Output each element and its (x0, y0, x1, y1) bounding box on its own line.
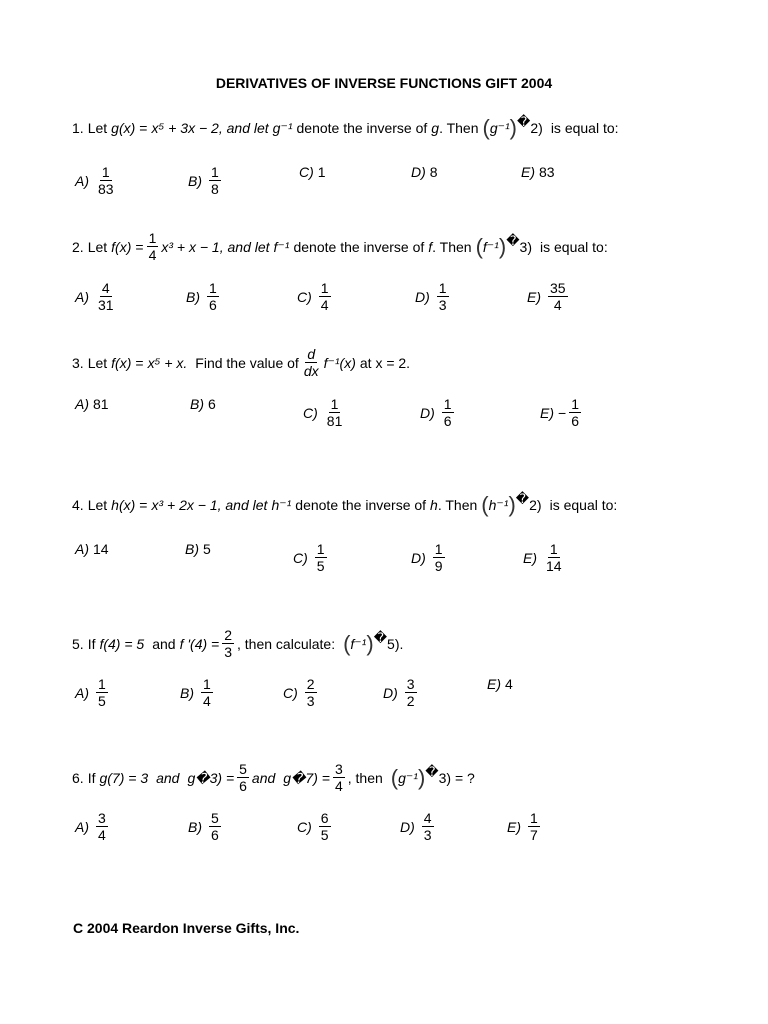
function-arg: (x) (115, 354, 132, 371)
paren-close-text: ) (538, 120, 543, 136)
answer-label: A) (75, 172, 89, 189)
question-text: Let (87, 354, 108, 371)
answer-fraction (548, 280, 568, 313)
answer-choice (293, 541, 330, 574)
answer-choice (383, 676, 420, 709)
question-5 (72, 627, 403, 660)
footer-copyright: C 2004 Reardon Inverse Gifts, Inc. (73, 920, 300, 936)
prime-glyph: � (373, 629, 388, 645)
question-number: 4. (72, 497, 84, 513)
numerator: 1 (316, 541, 325, 557)
question-6 (72, 761, 475, 794)
question-text: and (251, 769, 276, 786)
answer-label: E) (523, 549, 537, 566)
denominator: 4 (553, 297, 562, 313)
answer-choice (75, 280, 119, 313)
answer-choice (188, 810, 224, 843)
answer-choice (303, 396, 347, 429)
given-value: f(4) = 5 (99, 635, 145, 652)
denominator: 3 (224, 644, 233, 660)
function-name: h (430, 497, 438, 513)
answer-choice (521, 164, 555, 180)
function-name: g (111, 120, 119, 136)
denominator: dx (303, 363, 319, 379)
paren-open: ( (482, 115, 490, 140)
inverse-symbol: f⁻¹ (482, 238, 499, 255)
question-number: 3. (72, 354, 84, 371)
equals-sign: = (139, 497, 148, 513)
numerator: 1 (209, 280, 217, 296)
numerator: 1 (101, 164, 110, 180)
prime-glyph: � (506, 232, 520, 248)
denominator: 6 (443, 413, 452, 429)
denominator: 6 (571, 413, 579, 429)
question-text: If (87, 635, 96, 652)
answer-label: E) (540, 404, 554, 421)
inverse-symbol: f⁻¹(x) (323, 354, 356, 371)
denominator: 83 (98, 181, 114, 197)
denominator: 9 (434, 558, 443, 574)
answer-label: B) (188, 172, 202, 189)
answer-label: D) (411, 164, 426, 180)
denominator: 14 (546, 558, 562, 574)
answer-choice (400, 810, 437, 843)
question-2 (72, 230, 608, 263)
denominator: 4 (148, 247, 157, 263)
answer-fraction (209, 164, 221, 197)
numerator: 1 (530, 810, 538, 826)
paren-open: ( (390, 764, 399, 790)
inverse-symbol: g⁻¹ (489, 120, 510, 136)
question-text: , then calculate: (237, 635, 336, 652)
question-text: Find the value of (195, 354, 299, 371)
question-text: is equal to: (550, 120, 619, 136)
answer-label: C) (303, 404, 318, 421)
numerator: 1 (434, 541, 443, 557)
numerator: 1 (438, 280, 447, 296)
answer-label: C) (293, 549, 308, 566)
numerator: 2 (224, 627, 233, 643)
numerator: 5 (239, 761, 247, 777)
prime-glyph: � (515, 491, 530, 506)
answer-choice (540, 396, 584, 429)
answer-sign: − (558, 404, 567, 421)
numerator: d (307, 346, 316, 362)
answer-choice (527, 280, 571, 313)
answer-fraction (201, 676, 213, 709)
answer-fraction (569, 396, 581, 429)
function-expression: x³ + x − 1, and let (161, 238, 270, 255)
numerator: 1 (148, 230, 157, 246)
denominator: 6 (209, 297, 217, 313)
answer-label: C) (297, 288, 312, 305)
page-title: DERIVATIVES OF INVERSE FUNCTIONS GIFT 2004 (215, 75, 553, 91)
answer-fraction (96, 280, 116, 313)
function-name: g (431, 120, 440, 136)
answer-value: 81 (93, 396, 109, 412)
answer-label: E) (521, 164, 535, 180)
answer-fraction (96, 164, 116, 197)
coefficient-fraction (147, 230, 159, 263)
answer-value: 4 (505, 676, 513, 692)
numerator: 3 (334, 761, 343, 777)
question-text: and (156, 769, 180, 786)
numerator: 2 (306, 676, 315, 692)
inverse-symbol: g⁻¹ (398, 769, 418, 786)
answer-label: A) (75, 396, 89, 412)
denominator: 5 (320, 827, 329, 843)
answer-label: A) (75, 288, 89, 305)
answer-label: E) (527, 288, 541, 305)
numerator: 1 (571, 396, 579, 412)
paren-close: ) (509, 115, 517, 140)
answer-label: A) (75, 541, 89, 557)
given-derivative: g�3) = (187, 769, 235, 786)
answer-value: 5 (203, 541, 211, 557)
answer-choice (188, 164, 224, 197)
answer-value: 83 (539, 164, 555, 180)
answer-fraction (405, 676, 417, 709)
question-text: . Then (432, 238, 472, 255)
denominator: 3 (438, 297, 447, 313)
numerator: 1 (211, 164, 219, 180)
answer-label: B) (190, 396, 204, 412)
function-expression: x⁵ + 3x − 2, and let (151, 120, 269, 136)
answer-label: C) (297, 818, 312, 835)
answer-choice (507, 810, 543, 843)
equals-sign: = (139, 120, 148, 136)
answer-fraction (319, 280, 331, 313)
answer-choice (523, 541, 567, 574)
answer-label: B) (186, 288, 200, 305)
prime-glyph: � (425, 763, 439, 779)
inverse-symbol: f⁻¹ (350, 635, 367, 652)
answer-choice (75, 676, 111, 709)
equals-sign: = (135, 354, 144, 371)
numerator: 6 (320, 810, 329, 826)
denominator: 5 (98, 693, 106, 709)
numerator: 35 (550, 280, 566, 296)
answer-choice (75, 810, 111, 843)
answer-label: D) (383, 684, 398, 701)
answer-fraction (315, 541, 327, 574)
question-text: is equal to: (540, 238, 608, 255)
denominator: 81 (326, 413, 343, 429)
answer-choice (180, 676, 216, 709)
question-text: Let (87, 497, 108, 513)
question-1 (72, 114, 619, 140)
answer-choice (185, 541, 211, 557)
question-4 (72, 491, 618, 517)
answer-label: B) (188, 818, 202, 835)
given-fraction (333, 761, 345, 794)
prime-glyph: � (517, 114, 531, 129)
function-name: h (111, 497, 119, 513)
denominator: 8 (211, 181, 219, 197)
question-number: 2. (72, 238, 84, 255)
denominator: 4 (98, 827, 106, 843)
denominator: 4 (203, 693, 211, 709)
question-text: , then (347, 769, 383, 786)
answer-label: C) (299, 164, 314, 180)
answer-value: 14 (93, 541, 109, 557)
answer-choice (297, 810, 334, 843)
given-derivative: f '(4) = (179, 635, 220, 652)
answer-label: A) (75, 684, 89, 701)
answer-fraction (96, 810, 108, 843)
denominator: 3 (423, 827, 432, 843)
denominator: 3 (306, 693, 315, 709)
numerator: 1 (443, 396, 452, 412)
answer-label: B) (180, 684, 194, 701)
answer-fraction (207, 280, 219, 313)
answer-choice (411, 541, 448, 574)
answer-choice (420, 396, 457, 429)
answer-label: D) (411, 549, 426, 566)
question-3 (72, 346, 410, 379)
answer-choice (297, 280, 334, 313)
answer-label: A) (75, 818, 89, 835)
numerator: 1 (203, 676, 211, 692)
answer-value: 1 (317, 164, 326, 180)
answer-choice (75, 164, 119, 197)
answer-fraction (96, 676, 108, 709)
question-text: If (87, 769, 96, 786)
numerator: 3 (98, 810, 106, 826)
answer-choice (415, 280, 452, 313)
function-arg: (x) (115, 238, 132, 255)
answer-choice (283, 676, 320, 709)
question-text: . Then (439, 120, 479, 136)
answer-choice (487, 676, 513, 692)
paren-close-text: ) (527, 238, 532, 255)
denominator: 6 (211, 827, 219, 843)
denominator: 6 (239, 778, 247, 794)
answer-label: C) (283, 684, 298, 701)
answer-choice (186, 280, 222, 313)
answer-fraction (528, 810, 540, 843)
answer-fraction (437, 280, 449, 313)
paren-close: ) (366, 630, 374, 656)
given-fraction (222, 627, 234, 660)
question-text: denote the inverse of (293, 238, 425, 255)
given-fraction (237, 761, 249, 794)
paren-open: ( (475, 233, 483, 259)
answer-fraction (433, 541, 445, 574)
answer-label: E) (507, 818, 521, 835)
inverse-symbol: g⁻¹ (272, 120, 293, 136)
question-text: denote the inverse of (295, 497, 427, 513)
derivative-operator (302, 346, 321, 379)
answer-label: E) (487, 676, 501, 692)
numerator: 4 (423, 810, 432, 826)
answer-value: 8 (429, 164, 438, 180)
numerator: 1 (549, 541, 558, 557)
function-expression: x³ + 2x − 1, and let (151, 497, 268, 513)
answer-fraction (325, 396, 345, 429)
question-number: 1. (72, 120, 84, 136)
question-text: and (152, 635, 176, 652)
function-arg: (x) (118, 120, 136, 136)
answer-fraction (305, 676, 317, 709)
answer-label: D) (415, 288, 430, 305)
answer-label: D) (400, 818, 415, 835)
function-name: f (111, 238, 116, 255)
answer-value: 6 (208, 396, 216, 412)
given-derivative: g�7) = (283, 769, 330, 786)
numerator: 1 (98, 676, 106, 692)
evaluation-point: 3 (519, 238, 528, 255)
evaluation-point: 3) = ? (438, 769, 475, 786)
inverse-symbol: h⁻¹ (488, 497, 509, 513)
answer-fraction (422, 810, 434, 843)
question-text: is equal to: (549, 497, 618, 513)
question-text: Let (87, 120, 108, 136)
numerator: 1 (330, 396, 339, 412)
given-value: g(7) = 3 (99, 769, 149, 786)
numerator: 5 (211, 810, 219, 826)
numerator: 3 (406, 676, 415, 692)
answer-choice (75, 541, 109, 557)
answer-fraction (442, 396, 454, 429)
answer-choice (75, 396, 109, 412)
denominator: 7 (530, 827, 538, 843)
answer-label: B) (185, 541, 199, 557)
paren-open: ( (481, 492, 489, 517)
question-number: 6. (72, 769, 84, 786)
denominator: 4 (320, 297, 329, 313)
answer-choice (299, 164, 326, 180)
function-name: f (428, 238, 433, 255)
answer-choice (411, 164, 438, 180)
equals-sign: = (135, 238, 144, 255)
question-text: . Then (437, 497, 478, 513)
evaluation-point: 2 (529, 497, 537, 513)
question-number: 5. (72, 635, 84, 652)
question-text: at x = 2. (359, 354, 411, 371)
answer-fraction (319, 810, 331, 843)
numerator: 1 (320, 280, 329, 296)
answer-fraction (544, 541, 564, 574)
denominator: 2 (406, 693, 415, 709)
answer-choice (190, 396, 216, 412)
evaluation-point: 5). (387, 635, 404, 652)
paren-close: ) (498, 233, 507, 259)
paren-open: ( (343, 630, 351, 656)
function-expression: x⁵ + x. (147, 354, 188, 371)
denominator: 31 (98, 297, 114, 313)
function-arg: (x) (118, 497, 136, 513)
denominator: 4 (334, 778, 343, 794)
question-text: denote the inverse of (296, 120, 428, 136)
inverse-symbol: f⁻¹ (273, 238, 290, 255)
paren-close-text: ) (536, 497, 542, 513)
paren-close: ) (417, 764, 426, 790)
paren-close: ) (508, 492, 516, 517)
numerator: 4 (101, 280, 110, 296)
inverse-symbol: h⁻¹ (271, 497, 292, 513)
function-name: f (111, 354, 116, 371)
question-text: Let (87, 238, 108, 255)
answer-fraction (209, 810, 221, 843)
denominator: 5 (316, 558, 325, 574)
evaluation-point: 2 (530, 120, 539, 136)
answer-label: D) (420, 404, 435, 421)
